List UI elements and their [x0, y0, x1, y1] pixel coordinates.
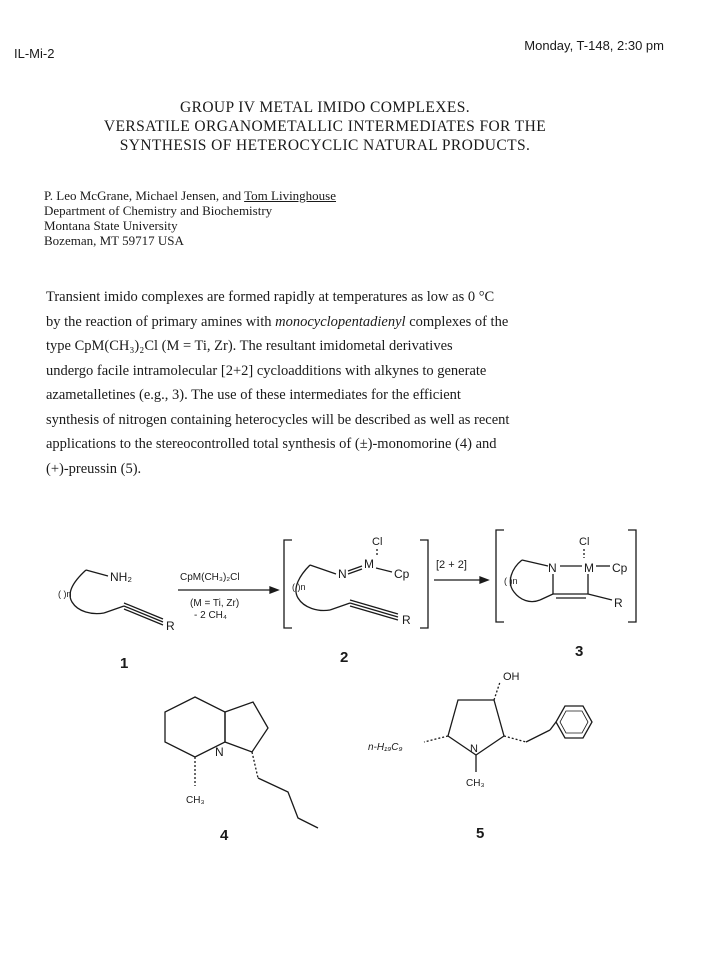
- header-code: IL-Mi-2: [14, 46, 55, 61]
- cp-label: Cp: [612, 561, 628, 575]
- compound-label-3: 3: [575, 643, 584, 660]
- compound-3: [496, 530, 636, 660]
- nitrogen-label: N: [470, 743, 478, 755]
- r-group-label: R: [402, 613, 411, 627]
- compound-4-monomorine: [165, 697, 318, 844]
- compound-label-2: 2: [340, 649, 349, 666]
- address: Bozeman, MT 59717 USA: [44, 233, 184, 248]
- title-line-2: VERSATILE ORGANOMETALLIC INTERMEDIATES FOR THE: [103, 118, 547, 135]
- compound-label-1: 1: [120, 655, 129, 672]
- abstract-line: azametalletines (e.g., 3). The use of these intermediates for the efficient: [46, 387, 461, 403]
- cycloaddition-label: [2 + 2]: [436, 559, 467, 571]
- abstract-line: undergo facile intramolecular [2+2] cycloadditions with alkynes to generate: [46, 362, 487, 379]
- amine-label: NH₂: [110, 570, 132, 584]
- title-line-1: GROUP IV METAL IMIDO COMPLEXES.: [179, 99, 471, 116]
- abstract-italic: monocyclopentadienyl: [275, 313, 406, 330]
- abstract-text: by the reaction of primary amines with: [46, 313, 276, 330]
- header-session: Monday, T-148, 2:30 pm: [524, 38, 664, 53]
- abstract-line: applications to the stereocontrolled total synthesis of (±)-monomorine (4) and: [46, 436, 497, 452]
- compound-label-4: 4: [220, 827, 229, 844]
- reagent-label: CpM(CH₃)₂Cl: [180, 572, 240, 583]
- compound-2: [284, 536, 428, 666]
- presenting-author: Tom Livinghouse: [244, 188, 337, 203]
- metal-label: M: [364, 557, 374, 571]
- department: Department of Chemistry and Biochemistry: [44, 203, 273, 218]
- nitrogen-label: N: [338, 567, 347, 581]
- r-group-label: R: [166, 619, 175, 633]
- compound-1: [58, 570, 175, 672]
- abstract-line: synthesis of nitrogen containing heterocycles will be described as well as recent: [46, 411, 510, 428]
- abstract-line: type CpM(CH₃)₂Cl (M = Ti, Zr). The resultant imidometal derivatives: [46, 338, 453, 354]
- r-group-label: R: [614, 596, 623, 610]
- methyl-label: CH₃: [466, 778, 485, 789]
- compound-label-5: 5: [476, 825, 485, 842]
- abstract-text: complexes of the: [405, 313, 509, 330]
- title-line-3: SYNTHESIS OF HETEROCYCLIC NATURAL PRODUCTS.: [119, 137, 531, 154]
- author-names-prefix: P. Leo McGrane, Michael Jensen, and: [44, 188, 245, 203]
- reaction-arrow-1: [178, 572, 278, 621]
- chain-n-label: ( )n: [58, 589, 72, 599]
- nitrogen-label: N: [215, 745, 224, 759]
- hydroxyl-label: OH: [503, 671, 520, 683]
- chloride-label: Cl: [579, 536, 590, 548]
- university: Montana State University: [44, 218, 178, 233]
- condition-metal: (M = Ti, Zr): [190, 598, 240, 609]
- methyl-label: CH₃: [186, 795, 205, 806]
- nitrogen-label: N: [548, 561, 557, 575]
- metal-label: M: [584, 561, 594, 575]
- reaction-arrow-2: [434, 559, 488, 583]
- cp-label: Cp: [394, 567, 410, 581]
- alkyl-chain-label: n-H₁₉C₉: [368, 742, 403, 753]
- compound-5-preussin: [368, 671, 592, 842]
- chain-n-label: ( )n: [504, 576, 518, 586]
- chain-n-label: ( )n: [292, 582, 306, 592]
- abstract-line: Transient imido complexes are formed rapidly at temperatures as low as 0 °C: [46, 289, 495, 305]
- abstract-line: (+)-preussin (5).: [46, 460, 142, 477]
- condition-methane: - 2 CH₄: [194, 610, 227, 621]
- chloride-label: Cl: [372, 536, 383, 548]
